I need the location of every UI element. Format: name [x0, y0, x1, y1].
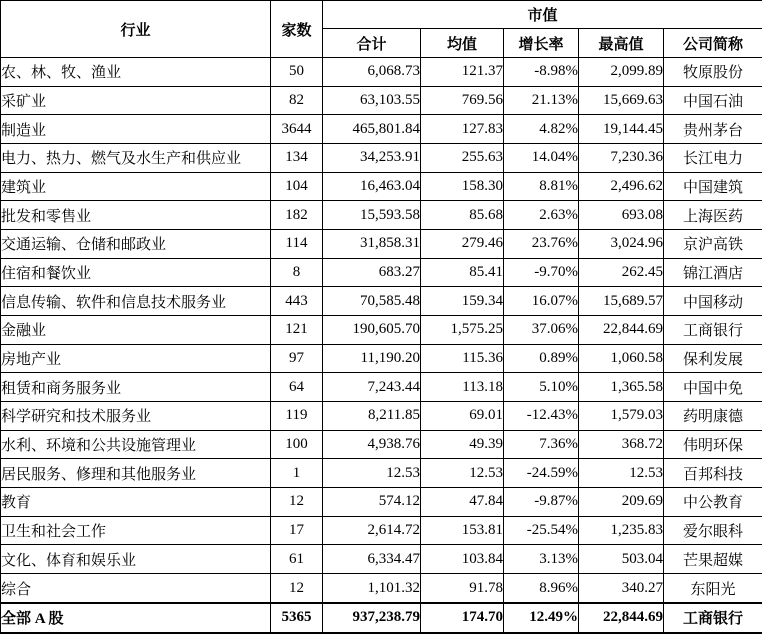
table-row [1, 402, 762, 431]
company-cell: 百邦科技 [664, 459, 762, 488]
max-cell: 1,579.03 [579, 402, 664, 431]
max-cell: 693.08 [579, 201, 664, 230]
table-row [1, 172, 762, 201]
growth-rate-cell: 16.07% [504, 287, 579, 316]
count-cell: 12 [271, 488, 323, 517]
industry-cell: 租赁和商务服务业 [1, 373, 271, 402]
mean-cell: 255.63 [421, 144, 504, 173]
industry-cell: 交通运输、仓储和邮政业 [1, 230, 271, 259]
max-cell: 3,024.96 [579, 230, 664, 259]
count-cell: 5365 [271, 603, 323, 633]
growth-rate-cell: -9.87% [504, 488, 579, 517]
growth-rate-cell: 23.76% [504, 230, 579, 259]
sum-cell: 6,334.47 [323, 545, 421, 574]
header-count: 家数 [271, 1, 323, 58]
max-cell: 503.04 [579, 545, 664, 574]
max-cell: 209.69 [579, 488, 664, 517]
sum-cell: 7,243.44 [323, 373, 421, 402]
sum-cell: 1,101.32 [323, 574, 421, 603]
industry-cell: 农、林、牧、渔业 [1, 58, 271, 87]
table-row [1, 574, 762, 603]
mean-cell: 113.18 [421, 373, 504, 402]
industry-cell: 制造业 [1, 115, 271, 144]
industry-cell: 教育 [1, 488, 271, 517]
count-cell: 1 [271, 459, 323, 488]
sum-cell: 190,605.70 [323, 316, 421, 345]
table-row [1, 430, 762, 459]
count-cell: 64 [271, 373, 323, 402]
sum-cell: 31,858.31 [323, 230, 421, 259]
growth-rate-cell: 5.10% [504, 373, 579, 402]
total-row [1, 603, 762, 633]
header-industry: 行业 [1, 1, 271, 58]
mean-cell: 47.84 [421, 488, 504, 517]
count-cell: 17 [271, 516, 323, 545]
count-cell: 8 [271, 258, 323, 287]
company-cell: 芒果超媒 [664, 545, 762, 574]
company-cell: 爱尔眼科 [664, 516, 762, 545]
industry-cell: 卫生和社会工作 [1, 516, 271, 545]
count-cell: 134 [271, 144, 323, 173]
company-cell: 伟明环保 [664, 430, 762, 459]
mean-cell: 12.53 [421, 459, 504, 488]
max-cell: 1,235.83 [579, 516, 664, 545]
mean-cell: 769.56 [421, 86, 504, 115]
count-cell: 3644 [271, 115, 323, 144]
industry-cell: 采矿业 [1, 86, 271, 115]
industry-cell: 电力、热力、燃气及水生产和供应业 [1, 144, 271, 173]
mean-cell: 85.41 [421, 258, 504, 287]
mean-cell: 69.01 [421, 402, 504, 431]
growth-rate-cell: 8.81% [504, 172, 579, 201]
growth-rate-cell: 2.63% [504, 201, 579, 230]
sum-cell: 63,103.55 [323, 86, 421, 115]
growth-rate-cell: -9.70% [504, 258, 579, 287]
industry-cell: 水利、环境和公共设施管理业 [1, 430, 271, 459]
max-cell: 2,496.62 [579, 172, 664, 201]
sum-cell: 70,585.48 [323, 287, 421, 316]
industry-cell: 居民服务、修理和其他服务业 [1, 459, 271, 488]
max-cell: 1,060.58 [579, 344, 664, 373]
header-sum: 合计 [323, 29, 421, 58]
mean-cell: 127.83 [421, 115, 504, 144]
industry-cell: 科学研究和技术服务业 [1, 402, 271, 431]
table-row [1, 144, 762, 173]
industry-cell: 全部 A 股 [1, 603, 271, 633]
company-cell: 中国建筑 [664, 172, 762, 201]
header-company-name: 公司简称 [664, 29, 762, 58]
max-cell: 2,099.89 [579, 58, 664, 87]
sum-cell: 16,463.04 [323, 172, 421, 201]
industry-cell: 批发和零售业 [1, 201, 271, 230]
growth-rate-cell: 12.49% [504, 603, 579, 633]
header-growth-rate: 增长率 [504, 29, 579, 58]
max-cell: 19,144.45 [579, 115, 664, 144]
mean-cell: 159.34 [421, 287, 504, 316]
max-cell: 1,365.58 [579, 373, 664, 402]
sum-cell: 4,938.76 [323, 430, 421, 459]
mean-cell: 153.81 [421, 516, 504, 545]
company-cell: 贵州茅台 [664, 115, 762, 144]
company-cell: 中国石油 [664, 86, 762, 115]
company-cell: 工商银行 [664, 316, 762, 345]
growth-rate-cell: 37.06% [504, 316, 579, 345]
growth-rate-cell: 8.96% [504, 574, 579, 603]
industry-cell: 综合 [1, 574, 271, 603]
table-row [1, 201, 762, 230]
sum-cell: 8,211.85 [323, 402, 421, 431]
count-cell: 97 [271, 344, 323, 373]
sum-cell: 12.53 [323, 459, 421, 488]
max-cell: 262.45 [579, 258, 664, 287]
industry-cell: 信息传输、软件和信息技术服务业 [1, 287, 271, 316]
table-row [1, 230, 762, 259]
company-cell: 药明康德 [664, 402, 762, 431]
company-cell: 中国移动 [664, 287, 762, 316]
company-cell: 东阳光 [664, 574, 762, 603]
table-row [1, 488, 762, 517]
sum-cell: 11,190.20 [323, 344, 421, 373]
sum-cell: 6,068.73 [323, 58, 421, 87]
max-cell: 7,230.36 [579, 144, 664, 173]
growth-rate-cell: -12.43% [504, 402, 579, 431]
growth-rate-cell: -25.54% [504, 516, 579, 545]
mean-cell: 91.78 [421, 574, 504, 603]
company-cell: 中公教育 [664, 488, 762, 517]
industry-cell: 房地产业 [1, 344, 271, 373]
table-row [1, 258, 762, 287]
sum-cell: 15,593.58 [323, 201, 421, 230]
table-row [1, 373, 762, 402]
count-cell: 61 [271, 545, 323, 574]
table-row [1, 58, 762, 87]
company-cell: 上海医药 [664, 201, 762, 230]
sum-cell: 465,801.84 [323, 115, 421, 144]
growth-rate-cell: 4.82% [504, 115, 579, 144]
company-cell: 保利发展 [664, 344, 762, 373]
count-cell: 50 [271, 58, 323, 87]
company-cell: 锦江酒店 [664, 258, 762, 287]
header-mean: 均值 [421, 29, 504, 58]
table-row [1, 344, 762, 373]
company-cell: 中国中免 [664, 373, 762, 402]
mean-cell: 49.39 [421, 430, 504, 459]
growth-rate-cell: 7.36% [504, 430, 579, 459]
growth-rate-cell: -24.59% [504, 459, 579, 488]
header-row-group [1, 1, 762, 29]
growth-rate-cell: 21.13% [504, 86, 579, 115]
industry-cell: 住宿和餐饮业 [1, 258, 271, 287]
mean-cell: 158.30 [421, 172, 504, 201]
mean-cell: 1,575.25 [421, 316, 504, 345]
mean-cell: 103.84 [421, 545, 504, 574]
table-row [1, 86, 762, 115]
table-row [1, 459, 762, 488]
table-row [1, 516, 762, 545]
mean-cell: 174.70 [421, 603, 504, 633]
table-header [1, 1, 762, 58]
industry-cell: 文化、体育和娱乐业 [1, 545, 271, 574]
mean-cell: 279.46 [421, 230, 504, 259]
header-max: 最高值 [579, 29, 664, 58]
count-cell: 82 [271, 86, 323, 115]
count-cell: 121 [271, 316, 323, 345]
max-cell: 22,844.69 [579, 316, 664, 345]
sum-cell: 683.27 [323, 258, 421, 287]
industry-cell: 建筑业 [1, 172, 271, 201]
sum-cell: 574.12 [323, 488, 421, 517]
mean-cell: 85.68 [421, 201, 504, 230]
mean-cell: 115.36 [421, 344, 504, 373]
company-cell: 牧原股份 [664, 58, 762, 87]
count-cell: 104 [271, 172, 323, 201]
sum-cell: 937,238.79 [323, 603, 421, 633]
table-row [1, 316, 762, 345]
count-cell: 182 [271, 201, 323, 230]
max-cell: 22,844.69 [579, 603, 664, 633]
max-cell: 340.27 [579, 574, 664, 603]
max-cell: 15,689.57 [579, 287, 664, 316]
industry-cell: 金融业 [1, 316, 271, 345]
company-cell: 京沪高铁 [664, 230, 762, 259]
count-cell: 100 [271, 430, 323, 459]
max-cell: 15,669.63 [579, 86, 664, 115]
table-row [1, 545, 762, 574]
company-cell: 长江电力 [664, 144, 762, 173]
max-cell: 12.53 [579, 459, 664, 488]
growth-rate-cell: 0.89% [504, 344, 579, 373]
table-row [1, 287, 762, 316]
growth-rate-cell: 14.04% [504, 144, 579, 173]
sum-cell: 34,253.91 [323, 144, 421, 173]
count-cell: 12 [271, 574, 323, 603]
count-cell: 443 [271, 287, 323, 316]
header-market-value-group: 市值 [323, 1, 762, 29]
table-body [1, 58, 762, 634]
growth-rate-cell: -8.98% [504, 58, 579, 87]
count-cell: 119 [271, 402, 323, 431]
company-cell: 工商银行 [664, 603, 762, 633]
table-row [1, 115, 762, 144]
count-cell: 114 [271, 230, 323, 259]
max-cell: 368.72 [579, 430, 664, 459]
mean-cell: 121.37 [421, 58, 504, 87]
sum-cell: 2,614.72 [323, 516, 421, 545]
growth-rate-cell: 3.13% [504, 545, 579, 574]
